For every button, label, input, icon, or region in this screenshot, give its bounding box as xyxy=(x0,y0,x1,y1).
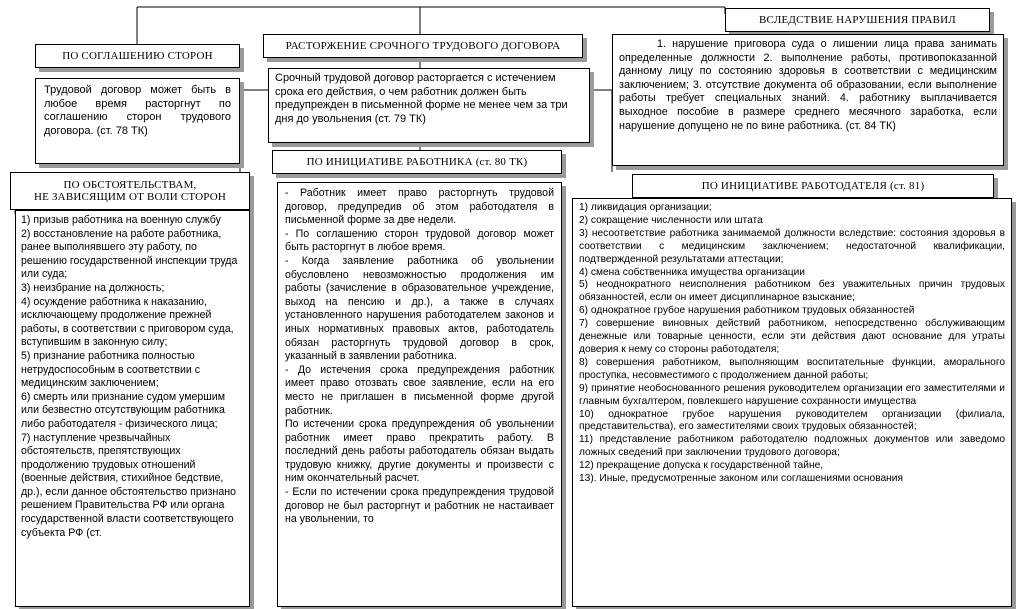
employer-list-box xyxy=(572,198,1012,607)
circumstances-item: 3) неизбрание на должность; xyxy=(21,281,165,294)
circumstances-item: 1) призыв работника на военную службу xyxy=(21,214,221,226)
employer-item: 6) однократное грубое нарушения работником трудовых обязанностей xyxy=(579,305,915,317)
violation-text: 1. нарушение приговора суда о лишении лица права занимать определенные должности 2. выполнение работы, противопоказанной данному лицу по состоянию здоровья в соответствии с медицинским заключением; 3. отсутствие документа об образовании, если выполнение работы требует специальных знаний. 4. работнику выплачивается выходное пособие в размере среднего месячного заработка, если нарушение допущено не по вине работника. (ст. 84 ТК) xyxy=(619,38,997,132)
agreement-text-box xyxy=(35,78,240,164)
employer-item: 1) ликвидация организации; xyxy=(579,202,712,213)
employer-item: 5) неоднократного неисполнения работником без уважительных причин трудовых обязанностей, если он имеет дисциплинарное взыскание; xyxy=(579,279,1005,304)
employee-paragraph: - По соглашению сторон трудовой договор может быть расторгнут в любое время. xyxy=(285,227,554,254)
center-text-box xyxy=(268,68,590,143)
circumstances-item: 6) смерть или признание судом умершим или безвестно отсутствующим работника либо работодателя - физического лица; xyxy=(21,390,226,430)
employee-paragraph: - До истечения срока предупреждения работник имеет право отозвать свое заявление, если на его место не приглашен в письменной форме другой работник. xyxy=(285,363,554,417)
title-box xyxy=(263,34,583,58)
employee-text-box xyxy=(277,182,562,607)
employer-header: ПО ИНИЦИАТИВЕ РАБОТОДАТЕЛЯ (ст. 81) xyxy=(701,180,925,192)
employee-paragraph: - Работник имеет право расторгнуть трудовой договор, предупредив об этом работодателя в письменной форме за две недели. xyxy=(285,187,554,227)
violation-text-box xyxy=(612,34,1004,166)
employee-paragraph: - Когда заявление работника об увольнении обусловлено невозможностью продолжения им работы (зачисление в образовательное учреждение, выход на пенсию и др.), а также в случаях установленного нарушения работодателем законов и иных нормативных правовых актов, работодатель обязан расторгнуть трудовой договор в срок, указанный в заявлении работника. xyxy=(285,254,554,363)
employer-item: 4) смена собственника имущества организации xyxy=(579,266,805,278)
agreement-header-box xyxy=(35,44,240,68)
center-text: Срочный трудовой договор расторгается с истечением срока его действия, о чем работник должен быть предупрежден в письменной форме не менее чем за три дня до увольнения (ст. 79 ТК) xyxy=(275,72,568,125)
employer-item: 12) прекращение допуска к государственной тайне, xyxy=(579,460,824,472)
employee-header: ПО ИНИЦИАТИВЕ РАБОТНИКА (ст. 80 ТК) xyxy=(306,156,528,168)
circumstances-list-box xyxy=(15,210,250,607)
employer-item: 3) несоответствие работника занимаемой должности вследствие: состояния здоровья в соответствии с медицинским заключением; недостаточной квалификации, подтвержденной результатами аттестации; xyxy=(579,227,1005,265)
employee-paragraph: По истечении срока предупреждения об увольнении работник имеет право прекратить работу. В последний день работы работодатель обязан выдать трудовую книжку, другие документы и произвести с ним окончательный расчет. xyxy=(285,418,554,485)
employer-item: 2) сокращение численности или штата xyxy=(579,214,763,226)
circumstances-header-line2: НЕ ЗАВИСЯЩИМ ОТ ВОЛИ СТОРОН xyxy=(33,191,227,203)
employer-header-box xyxy=(632,174,994,198)
circumstances-item: 5) признание работника полностью нетрудоспособным в соответствии с медицинским заключением; xyxy=(21,349,201,390)
circumstances-header-box xyxy=(10,172,250,210)
circumstances-item: 2) восстановление на работе работника, ранее выполнявшего эту работу, по решению государственной инспекции труда или суда; xyxy=(21,227,238,281)
violation-header: ВСЛЕДСТВИЕ НАРУШЕНИЯ ПРАВИЛ xyxy=(759,14,956,26)
employer-item: 10) однократное грубое нарушения руководителем организации (филиала, представительства), его заместителями своих трудовых обязанностей; xyxy=(579,408,1005,433)
employee-header-box xyxy=(272,150,562,174)
employer-item: 13). Иные, предусмотренные законом или соглашениями основания xyxy=(579,473,904,485)
employer-item: 7) совершение виновных действий работником, непосредственно обслуживающим денежные или товарные ценности, если эти действия дают основание для утраты доверия к нему со стороны работодателя; xyxy=(579,318,1005,355)
employer-item: 9) принятие необоснованного решения руководителем организации его заместителями и главным бухгалтером, повлекшего нарушение сохранности имущества xyxy=(579,382,1005,407)
circumstances-item: 4) осуждение работника к наказанию, исключающему продолжение прежней работы, в соответствии с приговором суда, вступившим в законную силу; xyxy=(21,295,234,349)
page-title: РАСТОРЖЕНИЕ СРОЧНОГО ТРУДОВОГО ДОГОВОРА xyxy=(285,40,561,52)
circumstances-item: 7) наступление чрезвычайных обстоятельств, препятствующих продолжению трудовых отношений (военные действия, стихийное бедствие, др.), если данное обстоятельство признано решением Правительства РФ или органа государственной власти соответствующего субъекта РФ (ст. xyxy=(21,431,237,539)
agreement-header: ПО СОГЛАШЕНИЮ СТОРОН xyxy=(62,50,213,62)
employer-item: 8) совершения работником, выполняющим воспитательные функции, аморального проступка, несовместимого с продолжением данной работы; xyxy=(579,356,1005,381)
employer-item: 11) представление работником работодателю подложных документов или заведомо ложных сведений при заключении трудового договора; xyxy=(579,434,1005,459)
violation-header-box xyxy=(725,8,990,32)
agreement-text: Трудовой договор может быть в любое время расторгнут по соглашению сторон трудового договора. (ст. 78 ТК) xyxy=(44,84,231,137)
employee-paragraph: - Если по истечении срока предупреждения трудовой договор не был расторгнут и работник не настаивает на увольнении, то xyxy=(285,486,554,526)
circumstances-header-line1: ПО ОБСТОЯТЕЛЬСТВАМ, xyxy=(63,179,197,191)
